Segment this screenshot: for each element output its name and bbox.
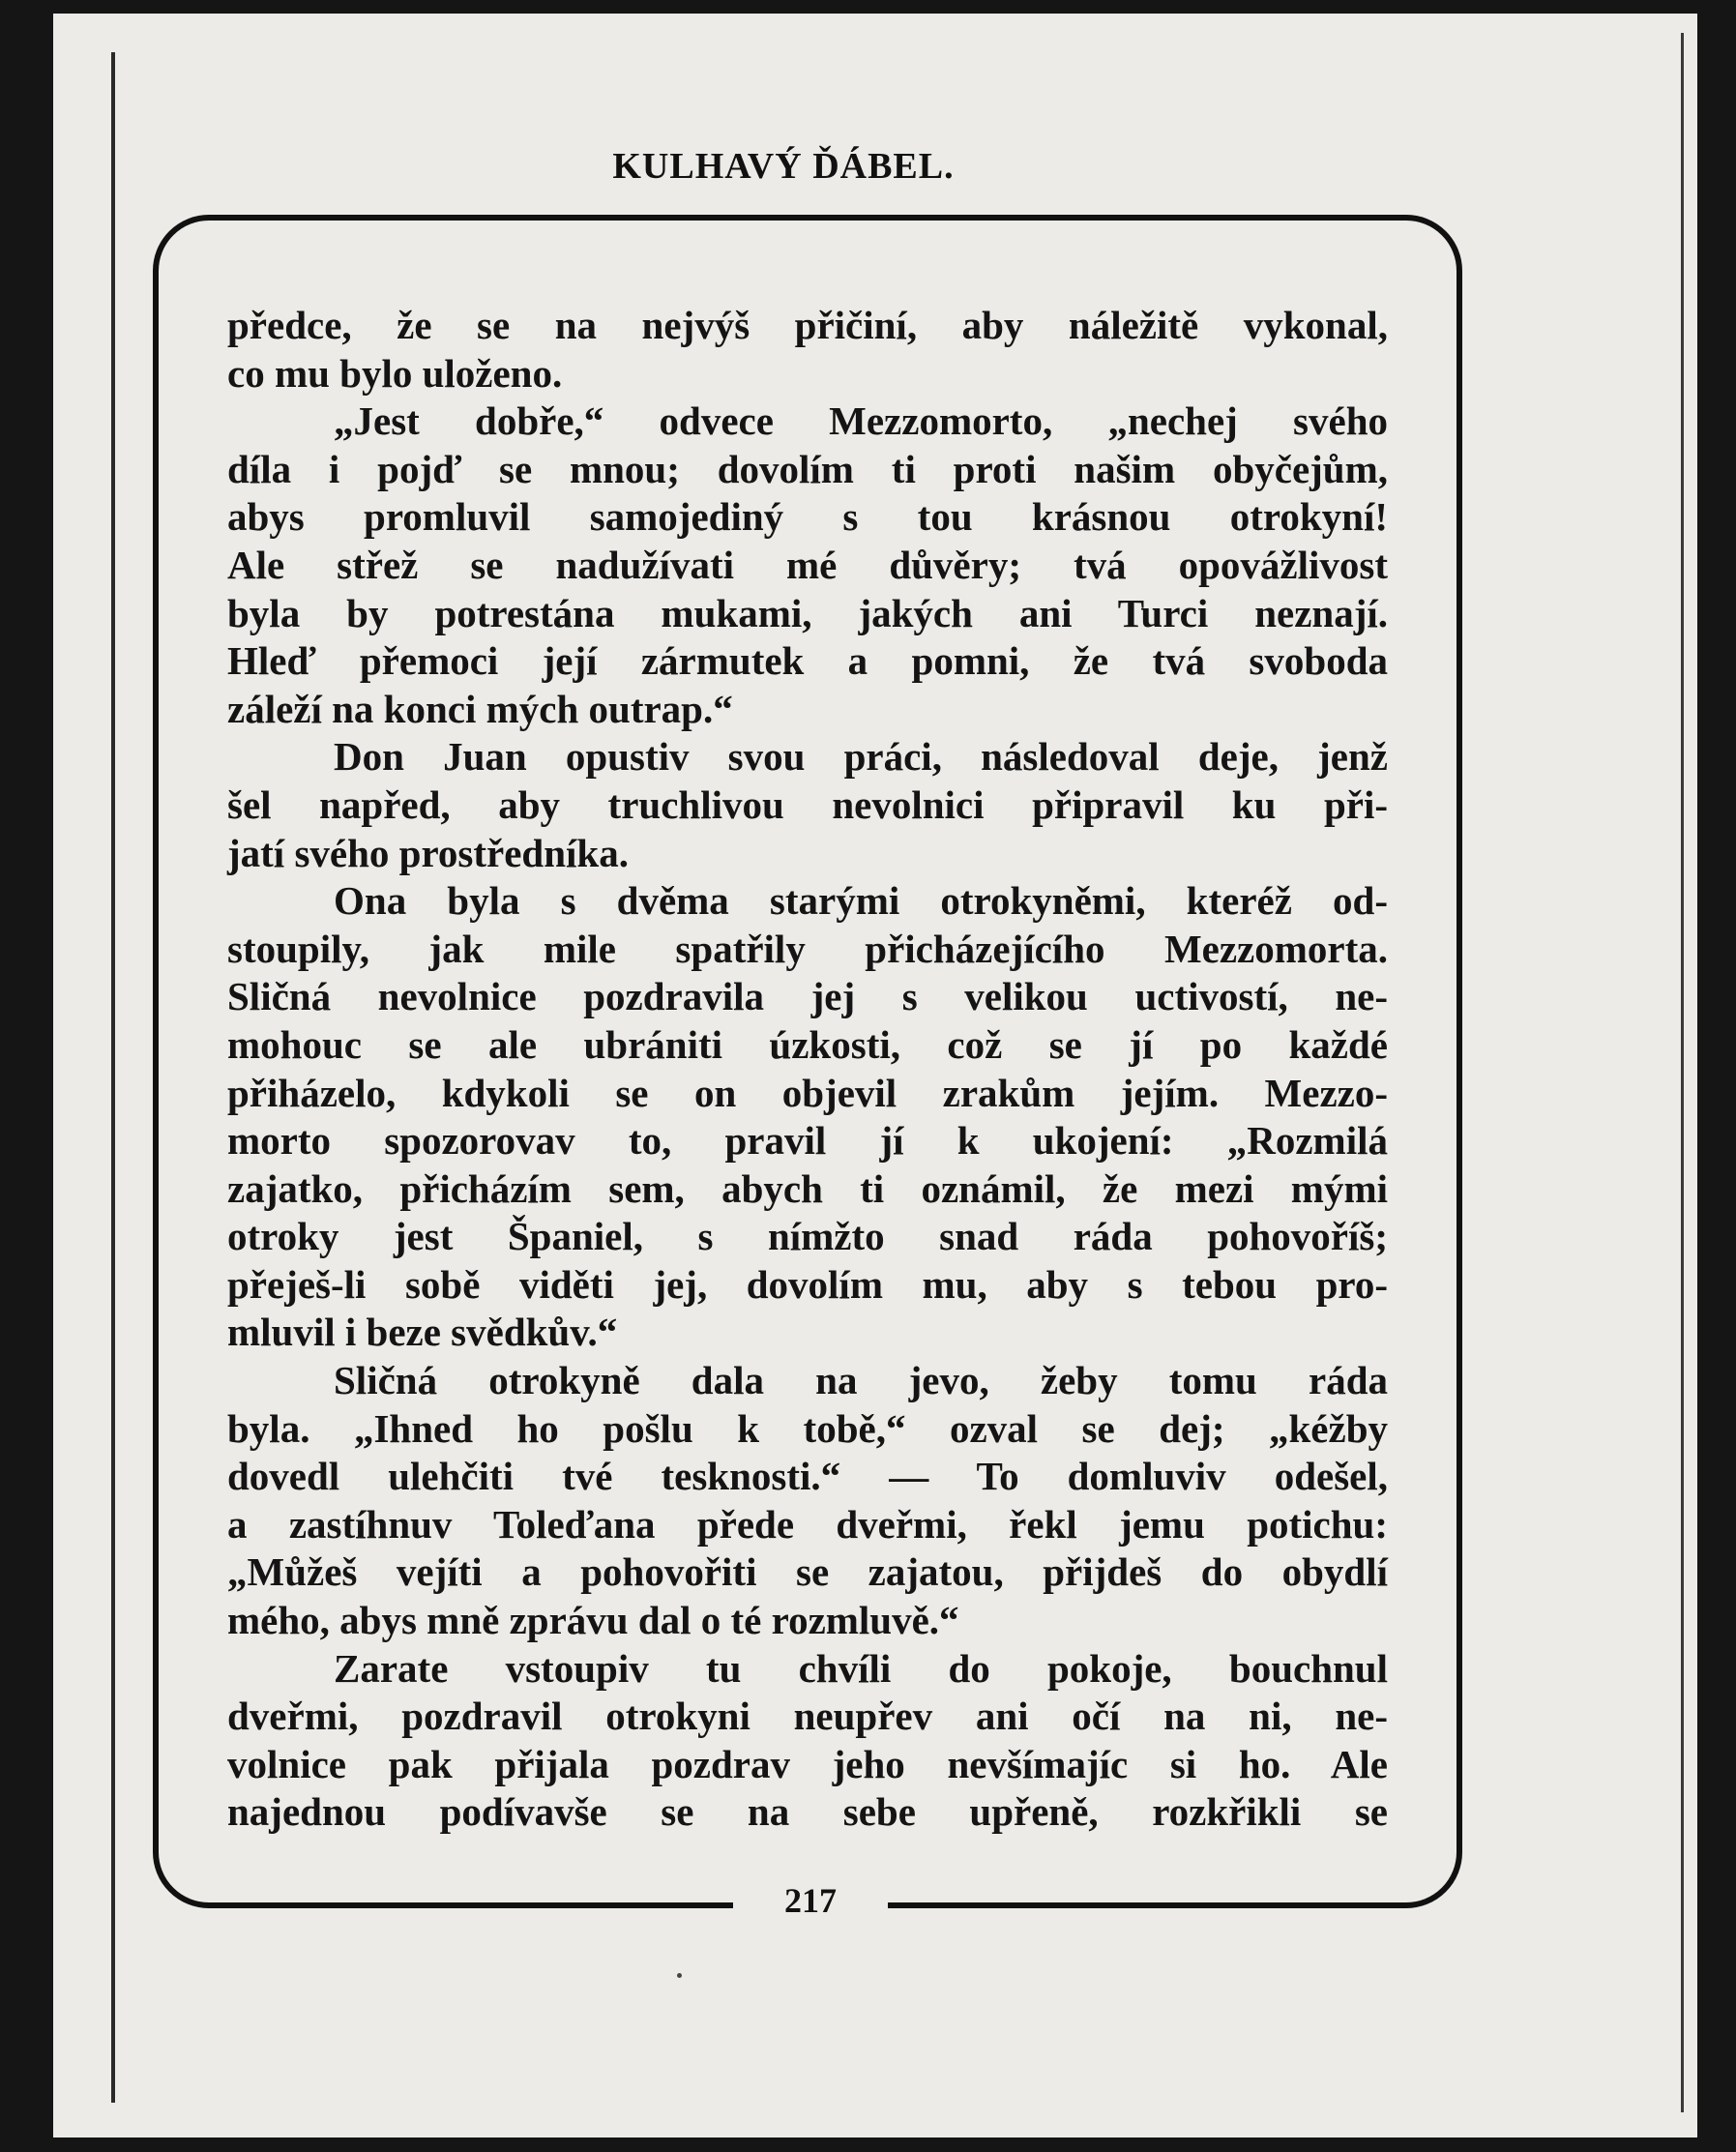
text-line: Zarate vstoupiv tu chvíli do pokoje, bouchnul bbox=[334, 1645, 1388, 1691]
text-line: volnice pak přijala pozdrav jeho nevšímajíc si ho. Ale bbox=[227, 1741, 1388, 1786]
text-line: šel napřed, aby truchlivou nevolnici připravil ku při- bbox=[227, 781, 1388, 827]
text-line: „Jest dobře,“ odvece Mezzomorto, „nechej svého bbox=[334, 398, 1388, 444]
gutter-edge bbox=[111, 52, 115, 2103]
text-line: přiházelo, kdykoli se on objevil zrakům jejím. Mezzo- bbox=[227, 1070, 1388, 1115]
text-line: co mu bylo uloženo. bbox=[227, 350, 563, 396]
body-text bbox=[227, 302, 1388, 1837]
text-line: Ona byla s dvěma starými otrokyněmi, kteréž od- bbox=[334, 878, 1388, 924]
text-line: dovedl ulehčiti tvé tesknosti.“ — To domluviv odešel, bbox=[227, 1454, 1388, 1499]
text-line: Don Juan opustiv svou práci, následoval deje, jenž bbox=[334, 734, 1388, 780]
text-line: Ale střež se nadužívati mé důvěry; tvá opovážlivost bbox=[227, 542, 1388, 587]
page-number: 217 bbox=[784, 1881, 837, 1920]
running-head: KULHAVÝ ĎÁBEL. bbox=[612, 146, 955, 187]
text-line: abys promluvil samojediný s tou krásnou otrokyní! bbox=[227, 494, 1388, 540]
text-line: mohouc se ale ubrániti úzkosti, což se jí po každé bbox=[227, 1021, 1388, 1067]
text-line: byla. „Ihned ho pošlu k tobě,“ ozval se dej; „kéžby bbox=[227, 1405, 1388, 1451]
text-line: díla i pojď se mnou; dovolím ti proti našim obyčejům, bbox=[227, 446, 1388, 491]
text-line: zajatko, přicházím sem, abych ti oznámil, že mezi mými bbox=[227, 1165, 1388, 1211]
text-line: předce, že se na nejvýš přičiní, aby náležitě vykonal, bbox=[227, 303, 1388, 347]
text-line: byla by potrestána mukami, jakých ani Turci neznají. bbox=[227, 590, 1388, 635]
text-line: dveřmi, pozdravil otrokyni neupřev ani očí na ni, ne- bbox=[227, 1694, 1388, 1739]
text-line: mého, abys mně zprávu dal o té rozmluvě.“ bbox=[227, 1598, 959, 1643]
text-line: záleží na konci mých outrap.“ bbox=[227, 686, 733, 731]
text-line: stoupily, jak mile spatřily přicházejícího Mezzomorta. bbox=[227, 926, 1388, 971]
text-line: jatí svého prostředníka. bbox=[227, 830, 629, 875]
text-line: a zastíhnuv Toleďana přede dveřmi, řekl jemu potichu: bbox=[227, 1501, 1388, 1547]
text-line: mluvil i beze svědkův.“ bbox=[227, 1310, 618, 1355]
text-line: Sličná nevolnice pozdravila jej s velikou uctivostí, ne- bbox=[227, 974, 1388, 1019]
text-line: najednou podívavše se na sebe upřeně, rozkřikli se bbox=[227, 1789, 1388, 1835]
text-line: morto spozorovav to, pravil jí k ukojení: „Rozmilá bbox=[227, 1118, 1388, 1164]
page-edge bbox=[1681, 33, 1684, 2112]
text-line: přeješ-li sobě viděti jej, dovolím mu, aby s tebou pro- bbox=[227, 1261, 1388, 1307]
text-line: otroky jest Španiel, s nímžto snad ráda pohovoříš; bbox=[227, 1214, 1388, 1259]
text-line: Sličná otrokyně dala na jevo, žeby tomu ráda bbox=[334, 1358, 1388, 1403]
text-line: „Můžeš vejíti a pohovořiti se zajatou, přijdeš do obydlí bbox=[227, 1549, 1388, 1595]
print-speck bbox=[677, 1973, 682, 1978]
text-line: Hleď přemoci její zármutek a pomni, že tvá svoboda bbox=[227, 638, 1388, 684]
